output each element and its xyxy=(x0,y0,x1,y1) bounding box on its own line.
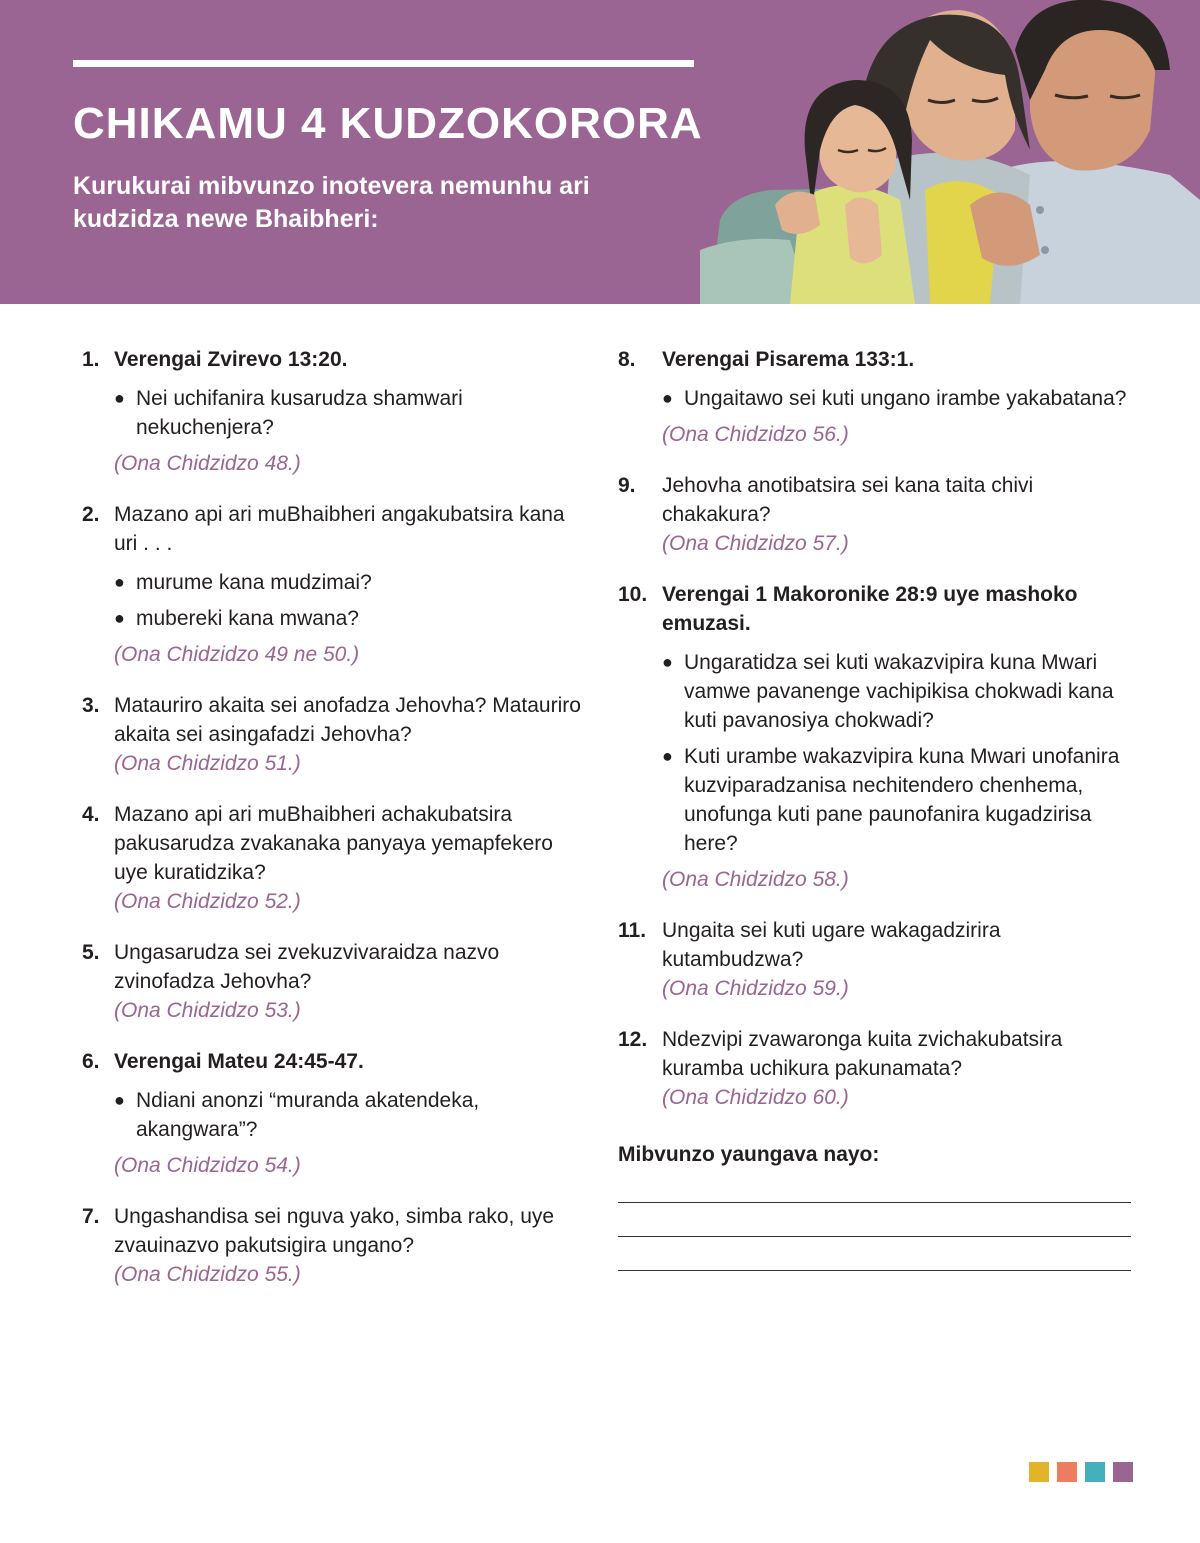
answer-line[interactable] xyxy=(618,1202,1131,1203)
question-item xyxy=(618,345,1143,449)
question-item xyxy=(618,580,1143,894)
page-subtitle: Kurukurai mibvunzo inotevera nemunhu ari kudzidza newe Bhaibheri: xyxy=(73,172,590,233)
header-banner xyxy=(0,0,1200,304)
question-text: Matauriro akaita sei anofadza Jehovha? Matauriro akaita sei asingafadzi Jehovha? xyxy=(114,694,581,746)
question-number: 4. xyxy=(82,803,100,826)
page-title: CHIKAMU 4 KUDZOKORORA xyxy=(73,99,703,148)
lesson-reference: (Ona Chidzidzo 55.) xyxy=(114,1263,301,1286)
lesson-reference: (Ona Chidzidzo 54.) xyxy=(114,1154,301,1177)
question-item xyxy=(82,1202,582,1289)
lesson-reference: (Ona Chidzidzo 56.) xyxy=(662,423,849,446)
question-item xyxy=(618,1025,1143,1112)
question-number: 9. xyxy=(618,474,636,497)
question-number: 12. xyxy=(618,1028,648,1051)
question-text: Ungasarudza sei zvekuzvivaraidza nazvo zvinofadza Jehovha? xyxy=(114,941,500,993)
question-number: 8. xyxy=(618,348,636,371)
questions-left-column xyxy=(82,345,582,1311)
question-item xyxy=(82,1047,582,1180)
answer-line[interactable] xyxy=(618,1236,1131,1237)
question-text: Jehovha anotibatsira sei kana taita chivi chakakura? xyxy=(662,474,1034,526)
question-item xyxy=(618,471,1143,558)
lesson-reference: (Ona Chidzidzo 48.) xyxy=(114,452,301,475)
bullet-item: ● Kuti urambe wakazvipira kuna Mwari unofanira kuzviparadzanisa nechitendero chenhema, unofunga kuti pane paunofanira kugadzirisa here? xyxy=(662,745,1120,855)
bullet-list xyxy=(82,1086,582,1144)
bullet-list xyxy=(618,384,1143,413)
question-text: Ndezvipi zvawaronga kuita zvichakubatsira kuramba uchikura pakunamata? xyxy=(662,1028,1063,1080)
bullet-list xyxy=(82,384,582,442)
header-rule xyxy=(73,60,694,67)
question-text: Verengai Mateu 24:45-47. xyxy=(114,1050,364,1073)
question-item xyxy=(82,345,582,478)
swatch-orange xyxy=(1057,1462,1077,1482)
question-number: 6. xyxy=(82,1050,100,1073)
lesson-reference: (Ona Chidzidzo 52.) xyxy=(114,890,301,913)
swatch-yellow xyxy=(1029,1462,1049,1482)
answer-line[interactable] xyxy=(618,1270,1131,1271)
question-text: Ungaita sei kuti ugare wakagadzirira kutambudzwa? xyxy=(662,919,1001,971)
question-text: Verengai 1 Makoronike 28:9 uye mashoko emuzasi. xyxy=(662,583,1078,635)
question-item xyxy=(82,500,582,669)
lesson-reference: (Ona Chidzidzo 49 ne 50.) xyxy=(114,643,360,666)
question-text: Mazano api ari muBhaibheri angakubatsira kana uri . . . xyxy=(114,503,565,555)
lesson-reference: (Ona Chidzidzo 59.) xyxy=(662,977,849,1000)
bullet-list xyxy=(82,568,582,633)
question-number: 1. xyxy=(82,348,100,371)
bullet-item: ● Ungaratidza sei kuti wakazvipira kuna Mwari vamwe pavanenge vachipikisa chokwadi kana kuti pavanosiya chokwadi? xyxy=(662,651,1114,732)
question-item xyxy=(82,800,582,916)
lesson-reference: (Ona Chidzidzo 58.) xyxy=(662,868,849,891)
own-questions-label: Mibvunzo yaungava nayo: xyxy=(618,1143,880,1166)
question-item xyxy=(82,938,582,1025)
questions-right-column xyxy=(618,345,1143,1271)
family-praying-illustration xyxy=(700,0,1200,304)
question-number: 7. xyxy=(82,1205,100,1228)
bullet-list xyxy=(618,648,1143,858)
bullet-item: ● Ungaitawo sei kuti ungano irambe yakabatana? xyxy=(662,387,1127,410)
lesson-reference: (Ona Chidzidzo 51.) xyxy=(114,752,301,775)
swatch-teal xyxy=(1085,1462,1105,1482)
lesson-reference: (Ona Chidzidzo 57.) xyxy=(662,532,849,555)
question-text: Mazano api ari muBhaibheri achakubatsira pakusarudza zvakanaka panyaya yemapfekero uye kuratidzika? xyxy=(114,803,553,884)
swatch-purple xyxy=(1113,1462,1133,1482)
question-text: Verengai Zvirevo 13:20. xyxy=(114,348,348,371)
question-number: 10. xyxy=(618,583,648,606)
question-number: 2. xyxy=(82,503,100,526)
question-text: Ungashandisa sei nguva yako, simba rako, uye zvauinazvo pakutsigira ungano? xyxy=(114,1205,555,1257)
question-item xyxy=(618,916,1143,1003)
lesson-reference: (Ona Chidzidzo 53.) xyxy=(114,999,301,1022)
bullet-item: ● Ndiani anonzi “muranda akatendeka, akangwara”? xyxy=(114,1089,480,1141)
question-number: 3. xyxy=(82,694,100,717)
bullet-item: ● Nei uchifanira kusarudza shamwari nekuchenjera? xyxy=(114,387,463,439)
lesson-reference: (Ona Chidzidzo 60.) xyxy=(662,1086,849,1109)
question-text: Verengai Pisarema 133:1. xyxy=(662,348,915,371)
bullet-item: ● mubereki kana mwana? xyxy=(114,607,359,630)
question-number: 11. xyxy=(618,919,647,942)
question-number: 5. xyxy=(82,941,100,964)
question-item xyxy=(82,691,582,778)
color-swatches xyxy=(1029,1462,1133,1482)
bullet-item: ● murume kana mudzimai? xyxy=(114,571,372,594)
